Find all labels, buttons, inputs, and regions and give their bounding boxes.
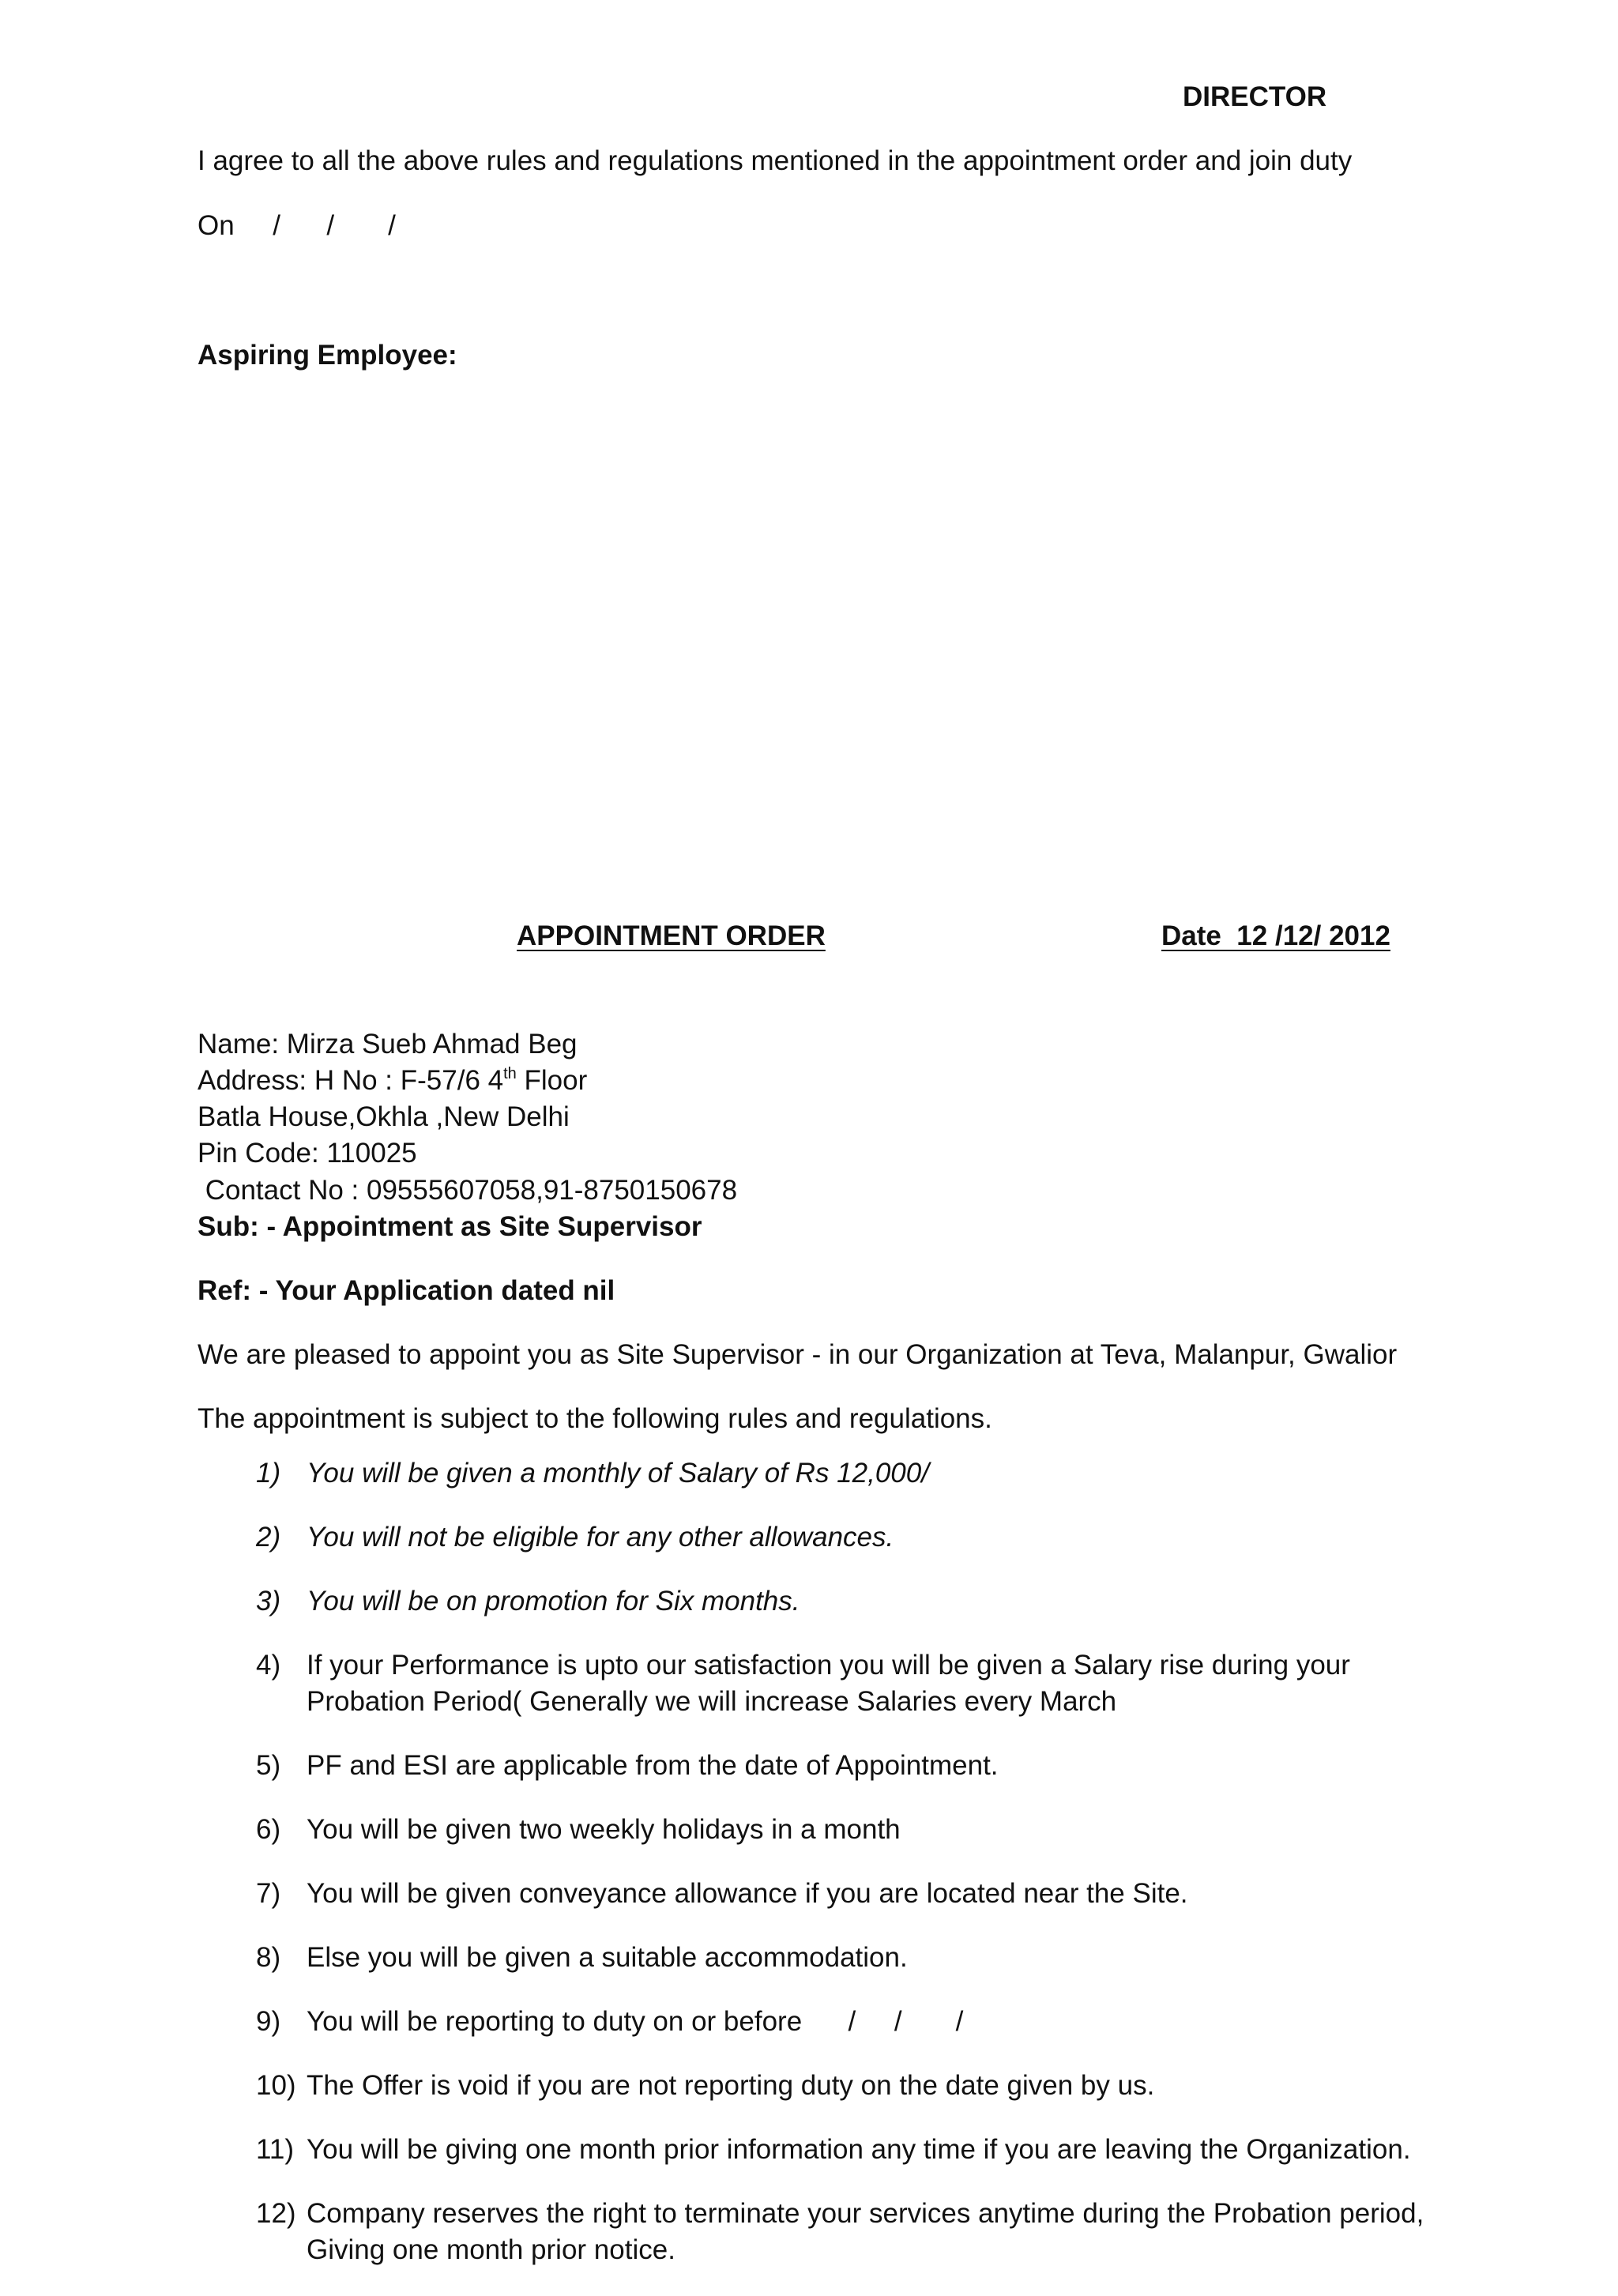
address-superscript: th xyxy=(503,1065,517,1082)
address-suffix: Floor xyxy=(516,1065,588,1096)
list-item xyxy=(256,1748,1441,1784)
list-item xyxy=(256,2132,1441,2168)
list-item-text: You will be given two weekly holidays in a month xyxy=(307,1814,901,1845)
list-item-text: Else you will be given a suitable accommodation. xyxy=(307,1942,908,1973)
list-item-number: 3) xyxy=(256,1586,281,1617)
list-item-number: 1) xyxy=(256,1458,281,1489)
subject-line: Sub: - Appointment as Site Supervisor xyxy=(198,1211,702,1242)
list-item xyxy=(256,1876,1441,1912)
rules-list xyxy=(256,1455,1441,2296)
list-item xyxy=(256,1647,1441,1720)
list-item-number: 9) xyxy=(256,2006,281,2037)
list-item-text: You will not be eligible for any other allowances. xyxy=(307,1522,894,1553)
list-item-text: You will be given conveyance allowance if you are located near the Site. xyxy=(307,1878,1188,1909)
recipient-pin: Pin Code: 110025 xyxy=(198,1138,417,1169)
list-item xyxy=(256,2196,1441,2268)
list-item xyxy=(256,1812,1441,1848)
list-item-text: You will be given a monthly of Salary of Rs 12,000/ xyxy=(307,1458,929,1489)
list-item xyxy=(256,1455,1441,1492)
list-item-number: 7) xyxy=(256,1878,281,1909)
list-item-text: PF and ESI are applicable from the date of Appointment. xyxy=(307,1750,999,1781)
page-title: APPOINTMENT ORDER xyxy=(517,920,826,951)
recipient-address-line2: Batla House,Okhla ,New Delhi xyxy=(198,1101,570,1132)
list-item-text: You will be reporting to duty on or before / / / xyxy=(307,2006,964,2037)
list-item-number: 4) xyxy=(256,1650,281,1681)
address-prefix: Address: H No : F-57/6 4 xyxy=(198,1065,504,1096)
list-item-text: The Offer is void if you are not reporting duty on the date given by us. xyxy=(307,2070,1155,2101)
list-item xyxy=(256,2068,1441,2104)
list-item-text: If your Performance is upto our satisfaction you will be given a Salary rise during your Probation Period( Generally we will increase Salaries every March xyxy=(307,1650,1350,1717)
list-item xyxy=(256,1519,1441,1556)
recipient-contact: Contact No : 09555607058,91-8750150678 xyxy=(198,1175,738,1206)
list-item-text: You will be on promotion for Six months. xyxy=(307,1586,800,1617)
list-item xyxy=(256,1583,1441,1620)
list-item xyxy=(256,2004,1441,2040)
order-date: Date 12 /12/ 2012 xyxy=(1161,920,1390,951)
aspiring-employee-label: Aspiring Employee: xyxy=(198,340,457,371)
list-item-text: Company reserves the right to terminate your services anytime during the Probation period, Giving one month prior notice. xyxy=(307,2198,1424,2265)
director-label: DIRECTOR xyxy=(1183,81,1327,112)
list-item-number: 5) xyxy=(256,1750,281,1781)
recipient-name: Name: Mirza Sueb Ahmad Beg xyxy=(198,1029,578,1060)
reference-line: Ref: - Your Application dated nil xyxy=(198,1275,615,1306)
list-item-number: 11) xyxy=(256,2134,294,2165)
list-item-number: 2) xyxy=(256,1522,281,1553)
list-item-number: 10) xyxy=(256,2070,296,2101)
list-item-number: 12) xyxy=(256,2198,296,2229)
recipient-address xyxy=(198,1063,587,1099)
list-item-text: You will be giving one month prior information any time if you are leaving the Organization. xyxy=(307,2134,1411,2165)
intro-paragraph: We are pleased to appoint you as Site Supervisor - in our Organization at Teva, Malanpur, Gwalior xyxy=(198,1339,1398,1370)
agreement-text: I agree to all the above rules and regulations mentioned in the appointment order and join duty xyxy=(198,145,1353,176)
list-item-number: 6) xyxy=(256,1814,281,1845)
subject-to-line: The appointment is subject to the following rules and regulations. xyxy=(198,1403,992,1434)
list-item xyxy=(256,1940,1441,1976)
list-item-number: 8) xyxy=(256,1942,281,1973)
on-date-line: On / / / xyxy=(198,210,396,241)
